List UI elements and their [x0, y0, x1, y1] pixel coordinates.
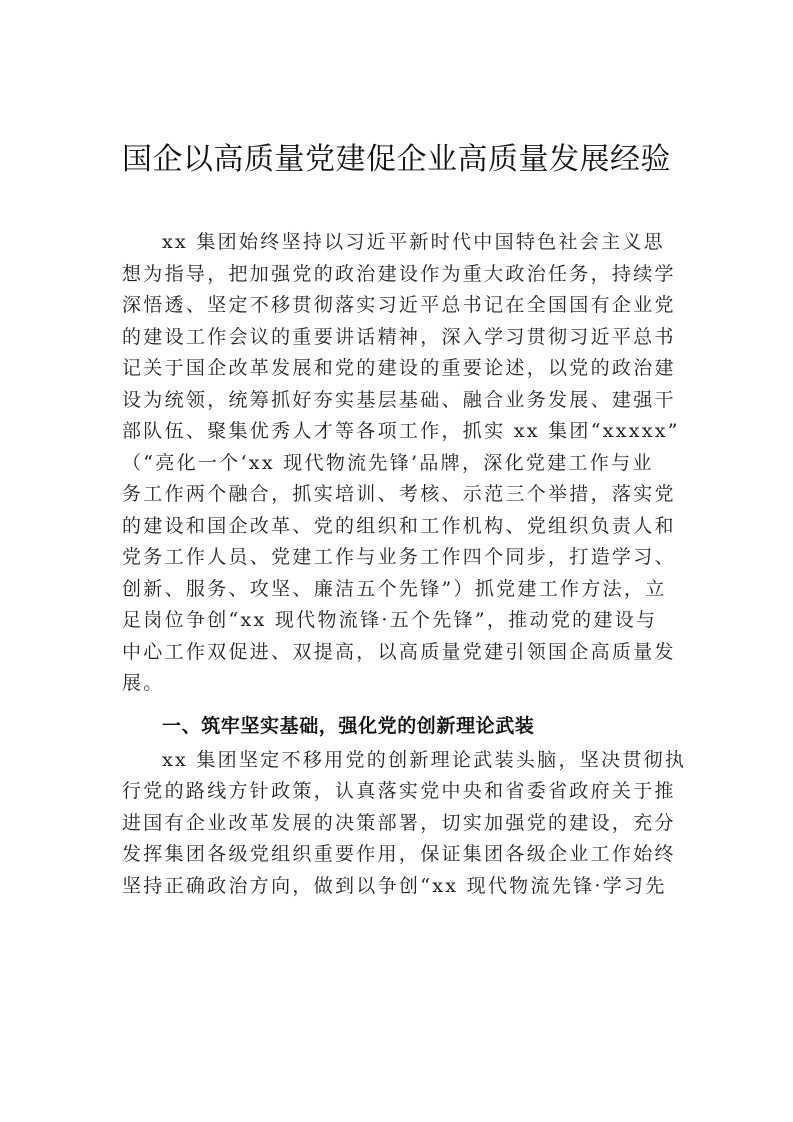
paragraph-line: 的建设工作会议的重要讲话精神，深入学习贯彻习近平总书	[122, 325, 676, 348]
paragraph-line: 部队伍、聚集优秀人才等各项工作，抓实 xx 集团“xxxxx”	[122, 420, 680, 442]
document-body	[122, 227, 687, 902]
intro-paragraph	[122, 227, 680, 700]
paragraph-line: 党务工作人员、党建工作与业务工作四个同步，打造学习、	[122, 546, 676, 568]
section1-paragraph	[122, 745, 687, 903]
paragraph-line: 务工作两个融合，抓实培训、考核、示范三个举措，落实党	[122, 483, 676, 505]
paragraph-line: 中心工作双促进、双提高，以高质量党建引领国企高质量发	[122, 640, 676, 663]
document-title: 国企以高质量党建促企业高质量发展经验	[122, 142, 671, 177]
paragraph-line: 创新、服务、攻坚、廉洁五个先锋”）抓党建工作方法，立	[122, 577, 667, 600]
paragraph-line: 足岗位争创“xx 现代物流锋·五个先锋”，推动党的建设与	[122, 609, 658, 631]
paragraph-line: （“亮化一个‘xx 现代物流先锋’品牌，深化党建工作与业	[122, 451, 654, 474]
paragraph-line: 坚持正确政治方向，做到以争创“xx 现代物流先锋·学习先	[122, 874, 667, 897]
paragraph-line: xx 集团坚定不移用党的创新理论武装头脑，坚决贯彻执	[162, 748, 687, 771]
paragraph-line: 深悟透、坚定不移贯彻落实习近平总书记在全国国有企业党	[122, 294, 676, 316]
paragraph-line: 想为指导，把加强党的政治建设作为重大政治任务，持续学	[122, 262, 676, 285]
section-heading: 一、筑牢坚实基础，强化党的创新理论武装	[162, 714, 535, 737]
paragraph-line: 记关于国企改革发展和党的建设的重要论述，以党的政治建	[122, 357, 676, 379]
paragraph-line: 设为统领，统筹抓好夯实基层基础、融合业务发展、建强干	[122, 388, 676, 411]
paragraph-line: 进国有企业改革发展的决策部署，切实加强党的建设，充分	[122, 811, 676, 834]
paragraph-line: 行党的路线方针政策，认真落实党中央和省委省政府关于推	[122, 780, 676, 802]
paragraph-line: xx 集团始终坚持以习近平新时代中国特色社会主义思	[162, 231, 665, 253]
paragraph-line: 发挥集团各级党组织重要作用，保证集团各级企业工作始终	[122, 843, 676, 865]
paragraph-line: 展。	[122, 672, 165, 694]
paragraph-line: 的建设和国企改革、党的组织和工作机构、党组织负责人和	[122, 514, 676, 537]
